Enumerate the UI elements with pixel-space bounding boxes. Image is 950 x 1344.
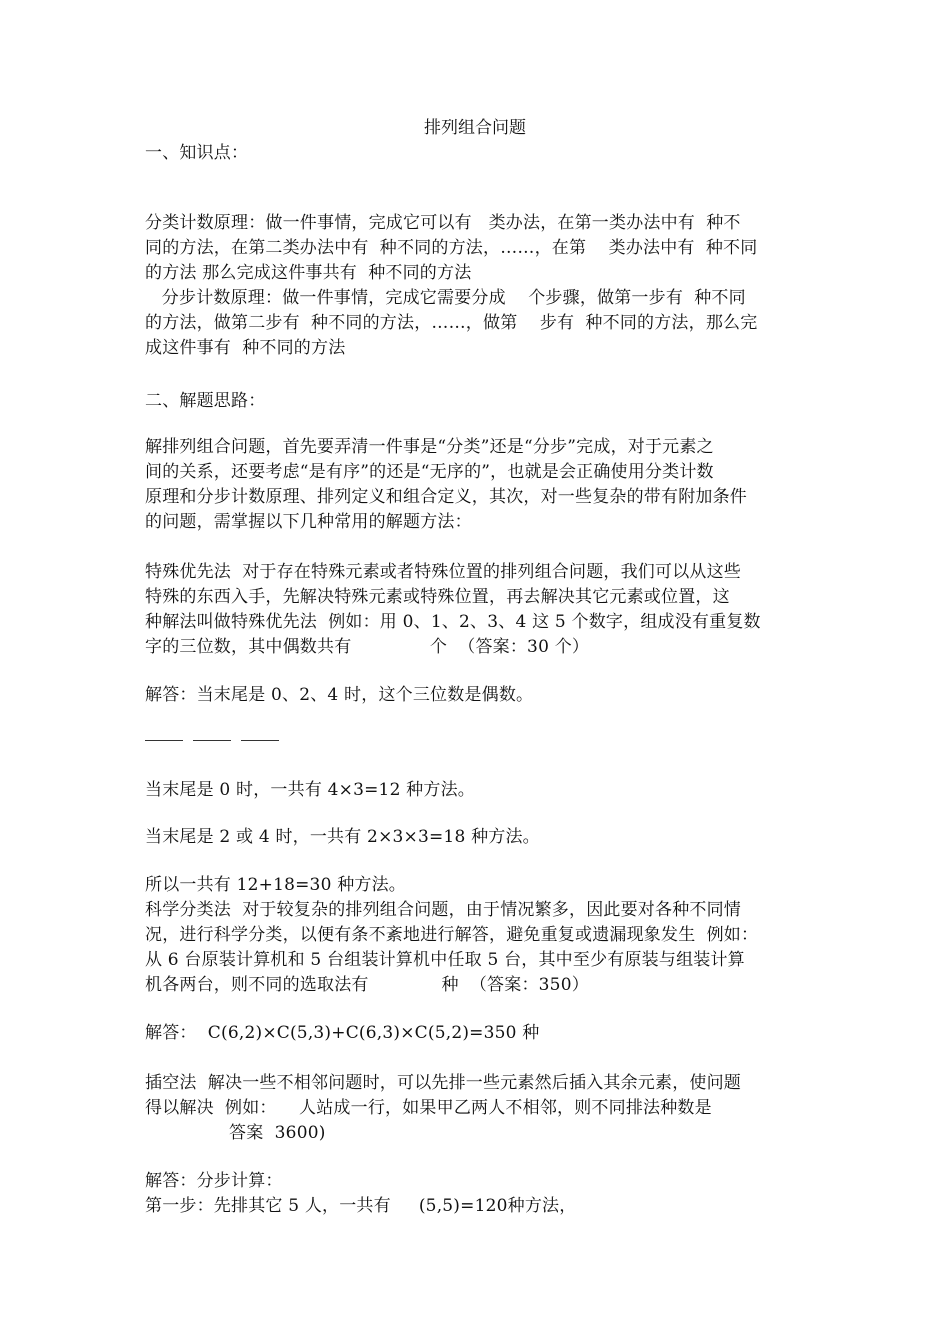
answer-line: 解答： C(6,2)×C(5,3)+C(6,3)×C(5,2)=350 种 <box>145 1023 540 1043</box>
paragraph-line: 得以解决 例如： 人站成一行，如果甲乙两人不相邻，则不同排法种数是 <box>145 1098 712 1118</box>
paragraph-line: 字的三位数，其中偶数共有 个 （答案：30 个） <box>145 637 590 657</box>
paragraph-line: 原理和分步计数原理、排列定义和组合定义，其次，对一些复杂的带有附加条件 <box>145 487 747 507</box>
paragraph-line: 从 6 台原装计算机和 5 台组装计算机中任取 5 台，其中至少有原装与组装计算 <box>145 950 745 970</box>
section-heading-approach: 二、解题思路： <box>145 391 266 411</box>
blank-dash <box>193 740 231 741</box>
paragraph-line: 机各两台，则不同的选取法有 种 （答案：350） <box>145 975 589 995</box>
paragraph-line: 成这件事有 种不同的方法 <box>145 338 346 358</box>
answer-line: 第一步：先排其它 5 人，一共有 (5,5)=120种方法， <box>145 1196 577 1216</box>
paragraph-line: 同的方法，在第二类办法中有 种不同的方法，……，在第 类办法中有 种不同 <box>145 238 758 258</box>
paragraph-line: 答案 3600) <box>145 1123 326 1143</box>
paragraph-line: 特殊优先法 对于存在特殊元素或者特殊位置的排列组合问题，我们可以从这些 <box>145 562 742 582</box>
page-title: 排列组合问题 <box>424 118 526 138</box>
blank-dash <box>241 740 279 741</box>
paragraph-line: 况，进行科学分类，以便有条不紊地进行解答，避免重复或遗漏现象发生 例如： <box>145 925 759 945</box>
paragraph-line: 插空法 解决一些不相邻问题时，可以先排一些元素然后插入其余元素，使问题 <box>145 1073 742 1093</box>
answer-line: 解答：分步计算： <box>145 1171 283 1191</box>
blank-dash <box>145 740 183 741</box>
paragraph-line: 特殊的东西入手，先解决特殊元素或特殊位置，再去解决其它元素或位置，这 <box>145 587 730 607</box>
answer-line: 解答：当末尾是 0、2、4 时，这个三位数是偶数。 <box>145 685 534 705</box>
section-heading-knowledge: 一、知识点： <box>145 143 249 163</box>
answer-line: 所以一共有 12+18=30 种方法。 <box>145 875 406 895</box>
paragraph-line: 分类计数原理：做一件事情，完成它可以有 类办法，在第一类办法中有 种不 <box>145 213 741 233</box>
paragraph-line: 的方法，做第二步有 种不同的方法，……，做第 步有 种不同的方法，那么完 <box>145 313 758 333</box>
answer-line: 当末尾是 0 时，一共有 4×3=12 种方法。 <box>145 780 475 800</box>
paragraph-line: 的问题，需掌握以下几种常用的解题方法： <box>145 512 472 532</box>
paragraph-line: 分步计数原理：做一件事情，完成它需要分成 个步骤，做第一步有 种不同 <box>145 288 746 308</box>
paragraph-line: 间的关系，还要考虑“是有序”的还是“无序的”，也就是会正确使用分类计数 <box>145 462 714 482</box>
paragraph-line: 科学分类法 对于较复杂的排列组合问题，由于情况繁多，因此要对各种不同情 <box>145 900 742 920</box>
paragraph-line: 种解法叫做特殊优先法 例如：用 0、1、2、3、4 这 5 个数字，组成没有重复数 <box>145 612 761 632</box>
paragraph-line: 解排列组合问题，首先要弄清一件事是“分类”还是“分步”完成，对于元素之 <box>145 437 714 457</box>
answer-line: 当末尾是 2 或 4 时，一共有 2×3×3=18 种方法。 <box>145 827 540 847</box>
paragraph-line: 的方法 那么完成这件事共有 种不同的方法 <box>145 263 472 283</box>
